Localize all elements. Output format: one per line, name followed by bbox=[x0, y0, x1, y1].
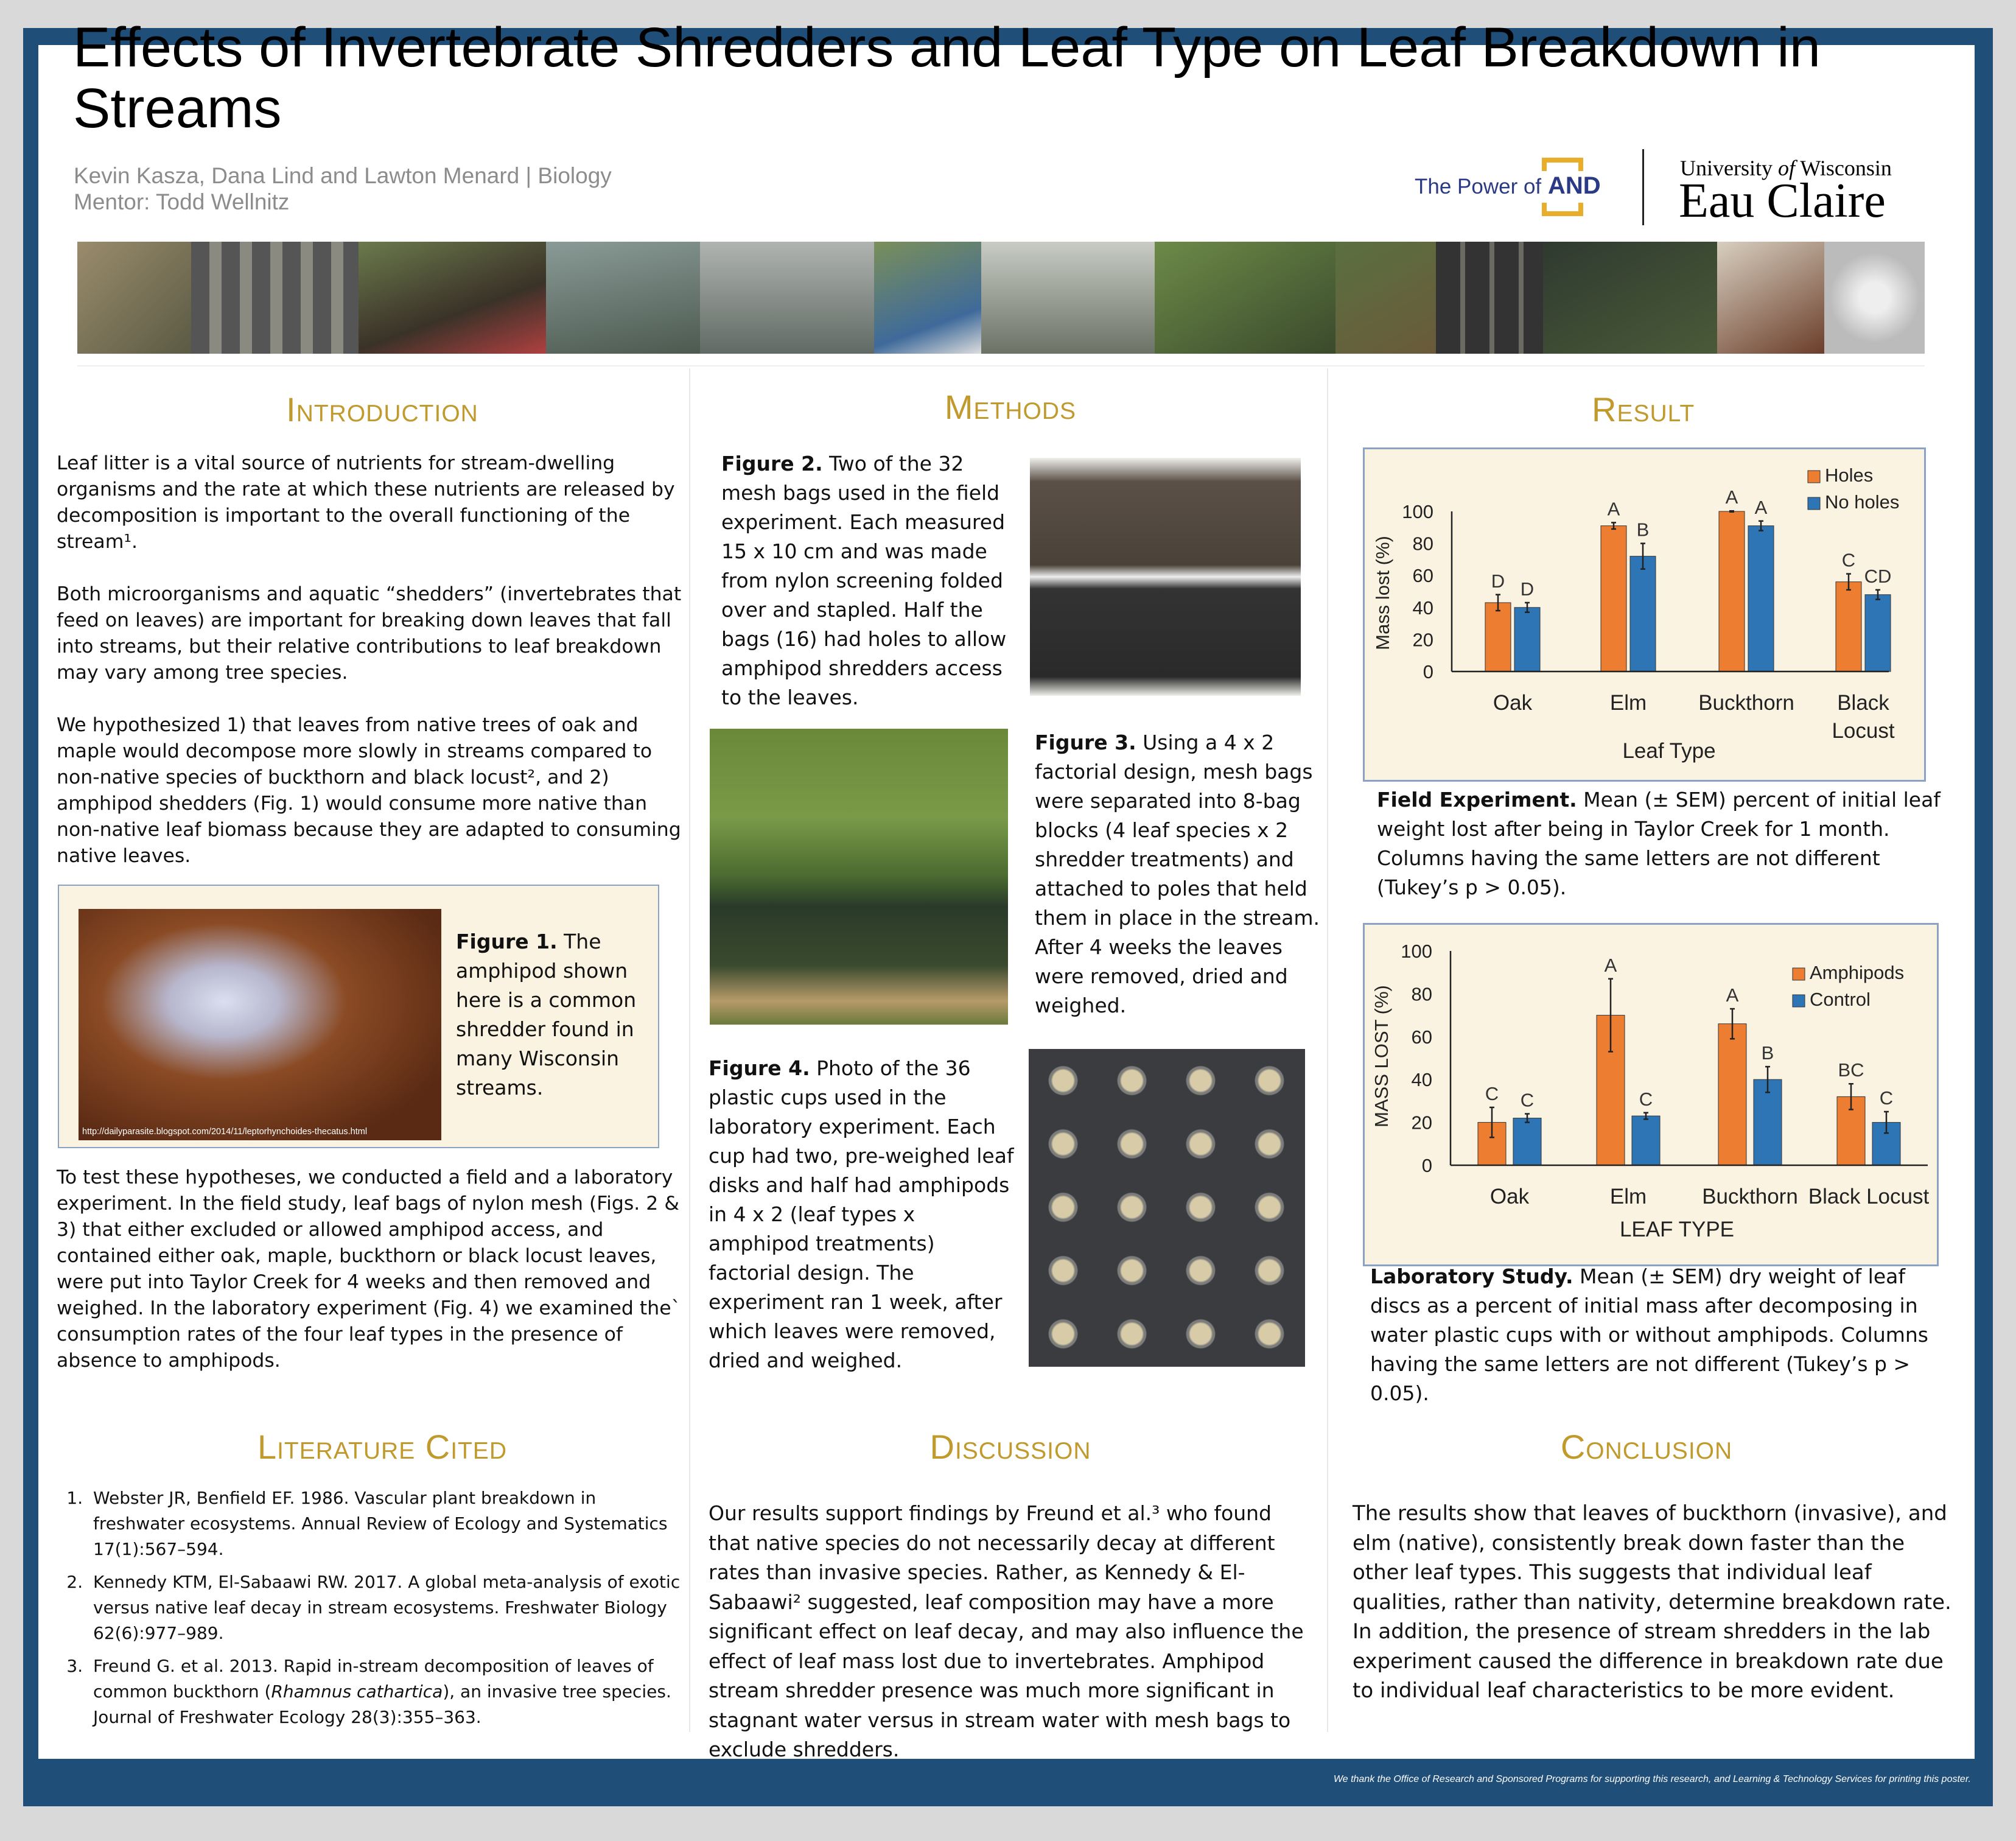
introduction-heading: Introduction bbox=[286, 390, 478, 429]
bar-no-holes bbox=[1630, 556, 1656, 672]
significance-letter: D bbox=[1491, 570, 1505, 592]
column-divider bbox=[1327, 368, 1328, 1732]
authors: Kevin Kasza, Dana Lind and Lawton Menard | Biology bbox=[74, 163, 612, 188]
bar-amphipods bbox=[1718, 1024, 1746, 1165]
x-category-label: Locust bbox=[1832, 719, 1895, 743]
discussion-text: Our results support findings by Freund et al.³ who found that native species do not necessarily decay at different rates than invasive species. Rather, as Kennedy & El-Sabaawi² suggested, leaf composition may have a more significant effect on leaf decay, and may also influence the effect of leaf mass lost due to invertebrates. Amphipod stream shredder presence was much more significant in stagnant water versus in stream water with mesh bags to exclude shredders. bbox=[709, 1501, 1304, 1761]
bar-control bbox=[1513, 1118, 1541, 1165]
field-caption: Field Experiment. Mean (± SEM) percent of initial leaf weight lost after being in Taylor Creek for 1 month. Columns having the same letters are not different (Tukey’s p > 0.05). bbox=[1377, 788, 1941, 899]
results-heading: Result bbox=[1592, 390, 1695, 429]
acknowledgement: We thank the Office of Research and Sponsored Programs for supporting this research, and Learning & Technology Services for printing this poster. bbox=[1333, 1774, 1971, 1784]
intro-paragraph: Leaf litter is a vital source of nutrients for stream-dwelling organisms and the rate at which these nutrients are released by decomposition is important to the overall functioning of the stream¹. bbox=[57, 452, 675, 553]
y-tick-label: 20 bbox=[1411, 1112, 1432, 1134]
x-category-label: Black bbox=[1837, 691, 1889, 715]
bar-no-holes bbox=[1865, 595, 1891, 672]
mentor: Mentor: Todd Wellnitz bbox=[74, 189, 290, 214]
discussion-heading: Discussion bbox=[929, 1428, 1091, 1466]
significance-letter: B bbox=[1761, 1042, 1774, 1064]
y-tick-label: 100 bbox=[1401, 941, 1432, 962]
x-category-label: Oak bbox=[1489, 1185, 1530, 1208]
y-tick-label: 100 bbox=[1402, 501, 1433, 522]
photo-credit: http://dailyparasite.blogspot.com/2014/11/leptorhynchoides-thecatus.html bbox=[82, 1127, 368, 1137]
methods-heading: Methods bbox=[944, 388, 1077, 426]
column-divider bbox=[689, 368, 690, 1732]
logo-divider bbox=[1642, 149, 1644, 225]
university-of-wisconsin: University of Wisconsin bbox=[1680, 156, 1892, 180]
legend-swatch bbox=[1808, 471, 1820, 483]
literature-list bbox=[64, 1485, 685, 1738]
chart-svg bbox=[1365, 925, 1941, 1268]
y-tick-label: 80 bbox=[1411, 983, 1432, 1005]
significance-letter: B bbox=[1636, 519, 1650, 541]
figure3-caption: Figure 3. Using a 4 x 2 factorial design, mesh bags were separated into 8-bag blocks (4 leaf species x 2 shredder treatments) and attached to poles that held them in place in the stream. After 4 weeks the leaves were removed, dried and weighed. bbox=[1035, 731, 1320, 1017]
bar-holes bbox=[1601, 526, 1626, 672]
significance-letter: A bbox=[1607, 498, 1620, 520]
legend-swatch bbox=[1793, 968, 1805, 980]
introduction-text bbox=[57, 451, 684, 896]
intro-paragraph: We hypothesized 1) that leaves from native trees of oak and maple would decompose more slowly in streams compared to non-native species of buckthorn and black locust², and 2) amphipod shedders (Fig. 1) would consume more native than non-native leaf biomass because they are adapted to consuming native leaves. bbox=[57, 714, 681, 867]
legend-label: No holes bbox=[1825, 491, 1900, 513]
bar-control bbox=[1632, 1116, 1660, 1165]
x-category-label: Black Locust bbox=[1808, 1185, 1930, 1208]
y-tick-label: 80 bbox=[1412, 533, 1433, 555]
lab-cups-photo bbox=[1029, 1049, 1305, 1367]
y-tick-label: 60 bbox=[1412, 565, 1433, 587]
laboratory-study-chart bbox=[1363, 923, 1939, 1266]
y-tick-label: 40 bbox=[1412, 597, 1433, 619]
literature-heading: Literature Cited bbox=[257, 1428, 508, 1466]
figure1-box bbox=[58, 885, 659, 1148]
field-experiment-chart bbox=[1363, 447, 1926, 782]
citation: 1. Webster JR, Benfield EF. 1986. Vascular plant breakdown in freshwater ecosystems. Annual Review of Ecology and Systematics 17(1):567–594. bbox=[88, 1485, 685, 1562]
significance-letter: C bbox=[1879, 1087, 1894, 1109]
significance-letter: A bbox=[1726, 984, 1739, 1006]
x-category-label: Oak bbox=[1493, 691, 1533, 715]
bar-holes bbox=[1719, 511, 1745, 672]
y-tick-label: 40 bbox=[1411, 1069, 1432, 1091]
conclusion-text: The results show that leaves of buckthorn (invasive), and elm (native), consistently break down faster than the other leaf types. This suggests that individual leaf qualities, rather than nativity, determine breakdown rate. In addition, the presence of stream shredders in the lab experiment caused the difference in breakdown rate due to individual leaf characteristics to be more evident. bbox=[1353, 1501, 1951, 1703]
significance-letter: A bbox=[1725, 486, 1738, 508]
bar-holes bbox=[1485, 603, 1511, 672]
bar-no-holes bbox=[1514, 608, 1540, 672]
header-rule bbox=[77, 365, 1925, 366]
field-setup-photo bbox=[710, 729, 1008, 1025]
intro-closing: To test these hypotheses, we conducted a field and a laboratory experiment. In the field study, leaf bags of nylon mesh (Figs. 2 & 3) that either excluded or allowed amphipod access, and contained either oak, maple, buckthorn or black locust leaves, were put into Taylor Creek for 4 weeks and then removed and weighed. In the laboratory experiment (Fig. 4) we examined the` consumption rates of the four leaf types in the presence of absence to amphipods. bbox=[57, 1166, 681, 1372]
y-axis-title: MASS LOST (%) bbox=[1371, 985, 1392, 1127]
significance-letter: A bbox=[1754, 496, 1768, 518]
x-axis-title: LEAF TYPE bbox=[1619, 1218, 1735, 1241]
and-text: AND bbox=[1548, 172, 1601, 199]
figure1-caption: Figure 1. The amphipod shown here is a common shredder found in many Wisconsin streams. bbox=[456, 930, 637, 1099]
citation: 3. Freund G. et al. 2013. Rapid in-stream decomposition of leaves of common buckthorn (Rhamnus cathartica), an invasive tree species. Journal of Freshwater Ecology 28(3):355–363. bbox=[88, 1653, 685, 1730]
legend-label: Amphipods bbox=[1810, 962, 1905, 983]
uwec-logo bbox=[1412, 149, 1899, 228]
significance-letter: A bbox=[1604, 954, 1617, 976]
x-category-label: Buckthorn bbox=[1702, 1185, 1798, 1208]
photo-strip bbox=[77, 242, 1925, 354]
x-category-label: Buckthorn bbox=[1698, 691, 1794, 715]
y-tick-label: 20 bbox=[1412, 629, 1433, 651]
amphipod-photo bbox=[79, 909, 441, 1140]
chart-svg bbox=[1365, 449, 1928, 784]
bar-holes bbox=[1836, 582, 1861, 672]
conclusion-heading: Conclusion bbox=[1560, 1428, 1733, 1466]
figure2-caption: Figure 2. Two of the 32 mesh bags used in the field experiment. Each measured 15 x 10 cm and was made from nylon screening folded over and stapled. Half the bags (16) had holes to allow amphipod shredders access to the leaves. bbox=[721, 452, 1007, 709]
power-of-text: The Power of bbox=[1415, 175, 1542, 198]
lab-caption: Laboratory Study. Mean (± SEM) dry weight of leaf discs as a percent of initial mass after decomposing in water plastic cups with or without amphipods. Columns having the same letters are not different (Tukey’s p > 0.05). bbox=[1370, 1264, 1928, 1405]
mesh-bags-photo bbox=[1030, 458, 1301, 696]
significance-letter: C bbox=[1520, 1089, 1535, 1111]
significance-letter: C bbox=[1841, 549, 1856, 571]
bar-no-holes bbox=[1748, 526, 1774, 672]
x-axis-title: Leaf Type bbox=[1622, 739, 1716, 763]
legend-swatch bbox=[1793, 995, 1805, 1007]
y-tick-label: 0 bbox=[1421, 1155, 1432, 1176]
poster-title: Effects of Invertebrate Shredders and Leaf Type on Leaf Breakdown in Streams bbox=[73, 16, 1821, 139]
significance-letter: D bbox=[1520, 578, 1535, 600]
significance-letter: CD bbox=[1864, 565, 1892, 587]
significance-letter: C bbox=[1485, 1082, 1499, 1104]
y-tick-label: 60 bbox=[1411, 1026, 1432, 1048]
legend-label: Holes bbox=[1825, 465, 1874, 486]
legend-label: Control bbox=[1810, 989, 1871, 1010]
citation: 2. Kennedy KTM, El-Sabaawi RW. 2017. A global meta-analysis of exotic versus native leaf decay in stream ecosystems. Freshwater Biology 62(6):977–989. bbox=[88, 1569, 685, 1646]
legend-swatch bbox=[1808, 497, 1820, 510]
y-tick-label: 0 bbox=[1423, 661, 1433, 682]
eau-claire: Eau Claire bbox=[1679, 174, 1886, 228]
y-axis-title: Mass lost (%) bbox=[1372, 536, 1393, 650]
intro-paragraph: Both microorganisms and aquatic “shedders” (invertebrates that feed on leaves) are important for breaking down leaves that fall into streams, but their relative contributions to leaf breakdown may vary among tree species. bbox=[57, 583, 682, 684]
significance-letter: BC bbox=[1838, 1059, 1864, 1081]
significance-letter: C bbox=[1639, 1088, 1653, 1110]
figure4-caption: Figure 4. Photo of the 36 plastic cups used in the laboratory experiment. Each cup had two, pre-weighed leaf disks and half had amphipods in 4 x 2 (leaf types x amphipod treatments) factorial design. The experiment ran 1 week, after which leaves were removed, dried and weighed. bbox=[709, 1056, 1014, 1372]
x-category-label: Elm bbox=[1609, 1185, 1647, 1208]
x-category-label: Elm bbox=[1609, 691, 1647, 715]
